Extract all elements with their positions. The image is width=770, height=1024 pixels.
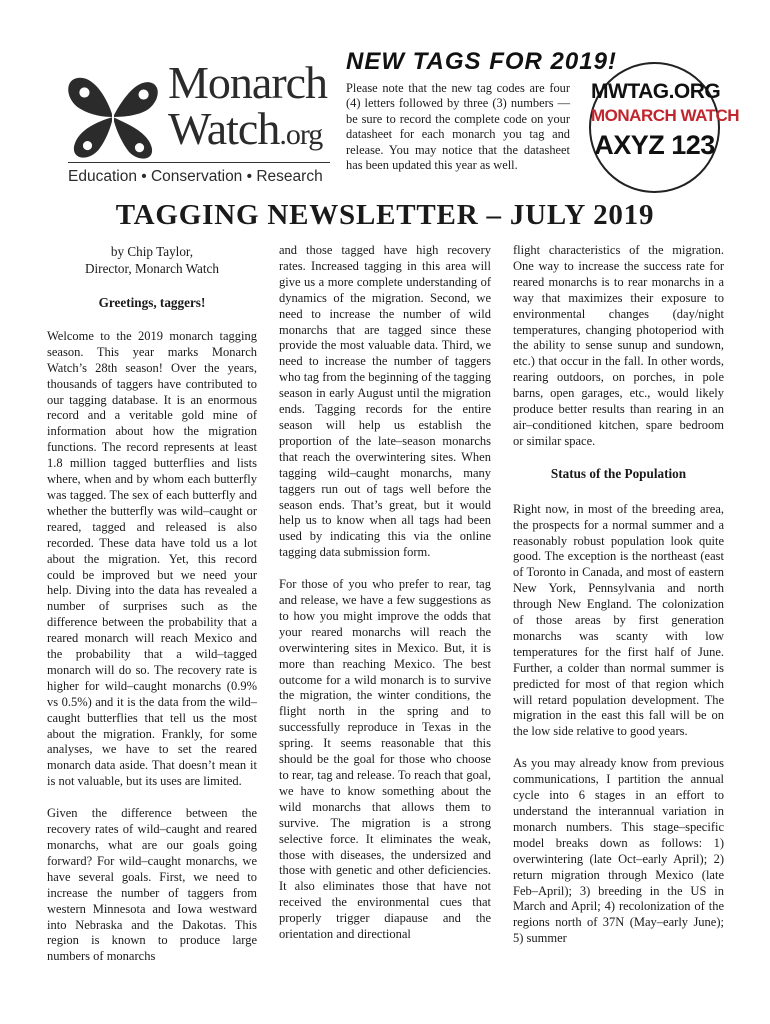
- paragraph: As you may already know from previous communications, I partition the annual cycle into 6 stages in an effort to understand the interannual variation in monarch numbers. This stage–specific model breaks down as follows: 1) overwintering (late Oct–early April); 2) return migration through Mexico (late Feb–April); 3) breeding in the US in March and April; 4) recolonization of the regions north of 37N (May–early June); 5) summer: [513, 756, 724, 946]
- article-column-3: [513, 243, 724, 963]
- paragraph: and those tagged have high recovery rates. Increased tagging in this area will give us a more complete understanding of dynamics of the migration. Second, we need to increase the number of wild monarchs that are tagged since these provide the most valuable data. Third, we need to increase the number of taggers who tag from the beginning of the tagging season in early August until the migration ends. Tagging records for the entire season will help us establish the proportion of the late–season monarchs that reach the overwintering sites. When tagging wild–caught monarchs, many taggers run out of tags well before the season ends. That’s great, but it would help us to know when all tags had been used by indicating this via the online tagging data submission form.: [279, 243, 491, 560]
- newsletter-headline: TAGGING NEWSLETTER – JULY 2019: [115, 199, 655, 231]
- byline-author: by Chip Taylor,: [110, 244, 194, 259]
- logo-tagline: Education • Conservation • Research: [68, 168, 323, 185]
- logo-wordmark-monarch: Monarch: [168, 57, 328, 108]
- byline: [47, 243, 257, 277]
- sample-tag-badge: [589, 62, 740, 193]
- paragraph: flight characteristics of the migration. One way to increase the success rate for reared monarchs is to rear monarchs in a way that maximizes their exposure to environmental changes (day/night temperatures, changing photoperiod with the ability to sense sunup and sundown, etc.) that occur in the fall. In other words, rearing outdoors, on porches, in pole barns, open garages, etc., would likely produce better results than rearing in an air–conditioned kitchen, spare bedroom or similar space.: [513, 243, 724, 448]
- byline-title: Director, Monarch Watch: [84, 261, 220, 276]
- paragraph: Right now, in most of the breeding area, the prospects for a normal summer and a reasonably robust population look quite good. The exception is the northeast (east of Toronto in Canada, and most of eastern New York, Pennsylvania and north through New England. The colonization of those areas by first generation monarchs was scanty with low temperatures for the first half of June. Further, a colder than normal summer is predicted for most of that region which will retard population development. The migration in the east this fall will be on the low side relative to good years.: [513, 501, 724, 739]
- paragraph: For those of you who prefer to rear, tag and release, we have a few suggestions as to how you might improve the odds that your reared monarchs will reach the overwintering sites in Mexico. But, it is more than reaching Mexico. The best outcome for a wild monarch is to survive the migration, the winter conditions, the flight north in the spring and to successfully reproduce in Texas in the spring. It seems reasonable that this should be the goal for those who choose to rear, tag and release. To reach that goal, we have to know something about the wild monarchs that allows them to survive. The migration is a strong selective force. It eliminates the weak, those with diseases, the undersized and those with genetic and other deficiencies. It also eliminates those that have not received the environmental cues that properly trigger diapause and the orientation and directional: [279, 577, 491, 942]
- paragraph: Welcome to the 2019 monarch tagging season. This year marks Monarch Watch’s 28th season! Over the years, thousands of taggers have contributed to our tagging database. It is an enormous record and a veritable gold mine of information about how the migration functions. The record represents at least 1.8 million tagged butterflies and lists where, when and by whom each butterfly was tagged. The sex of each butterfly and whether the butterfly was wild–caught or reared, tagged and released is also recorded. These data have told us a lot about the migration. Yet, this record could be improved but we need your help. Diving into the data has revealed a number of surprises such as the difference between the probability that a reared monarch will reach Mexico and the probability that a wild–tagged monarch will do so. The recovery rate is higher for wild–caught monarchs (0.9% vs 0.5%) and it is the data from the wild–caught butterflies that tell us the most about the migration. Frankly, for some analyses, we have to set the reared monarch data aside. That doesn’t mean it is not valuable, but its uses are limited.: [47, 328, 257, 789]
- monarch-butterfly-icon: [62, 66, 164, 168]
- sample-tag-url: MWTAG.ORG: [591, 80, 721, 103]
- logo-divider: [68, 162, 330, 163]
- paragraph: Given the difference between the recovery rates of wild–caught and reared monarchs, what are our goals going forward? For wild–caught monarchs, we have several goals. First, we need to increase the number of taggers from western Minnesota and Iowa westward into Nebraska and the Dakotas. This region is known to produce large numbers of monarchs: [47, 806, 257, 964]
- logo-wordmark-watch: Watch.org: [168, 103, 323, 154]
- new-tags-note: Please note that the new tag codes are four (4) letters followed by three (3) numbers — be sure to record the complete code on your datasheet for each monarch you tag and release. You may notice that the datasheet has been updated this year as well.: [346, 81, 570, 173]
- article-column-1: [47, 243, 257, 981]
- monarch-watch-logo: [62, 58, 332, 193]
- new-tags-heading: NEW TAGS FOR 2019!: [346, 48, 617, 75]
- section-heading-status: Status of the Population: [550, 465, 687, 481]
- sample-tag-org: MONARCH WATCH: [591, 106, 740, 125]
- article-column-2: [279, 243, 491, 959]
- greeting: Greetings, taggers!: [98, 295, 206, 310]
- sample-tag-code: AXYZ 123: [594, 130, 715, 160]
